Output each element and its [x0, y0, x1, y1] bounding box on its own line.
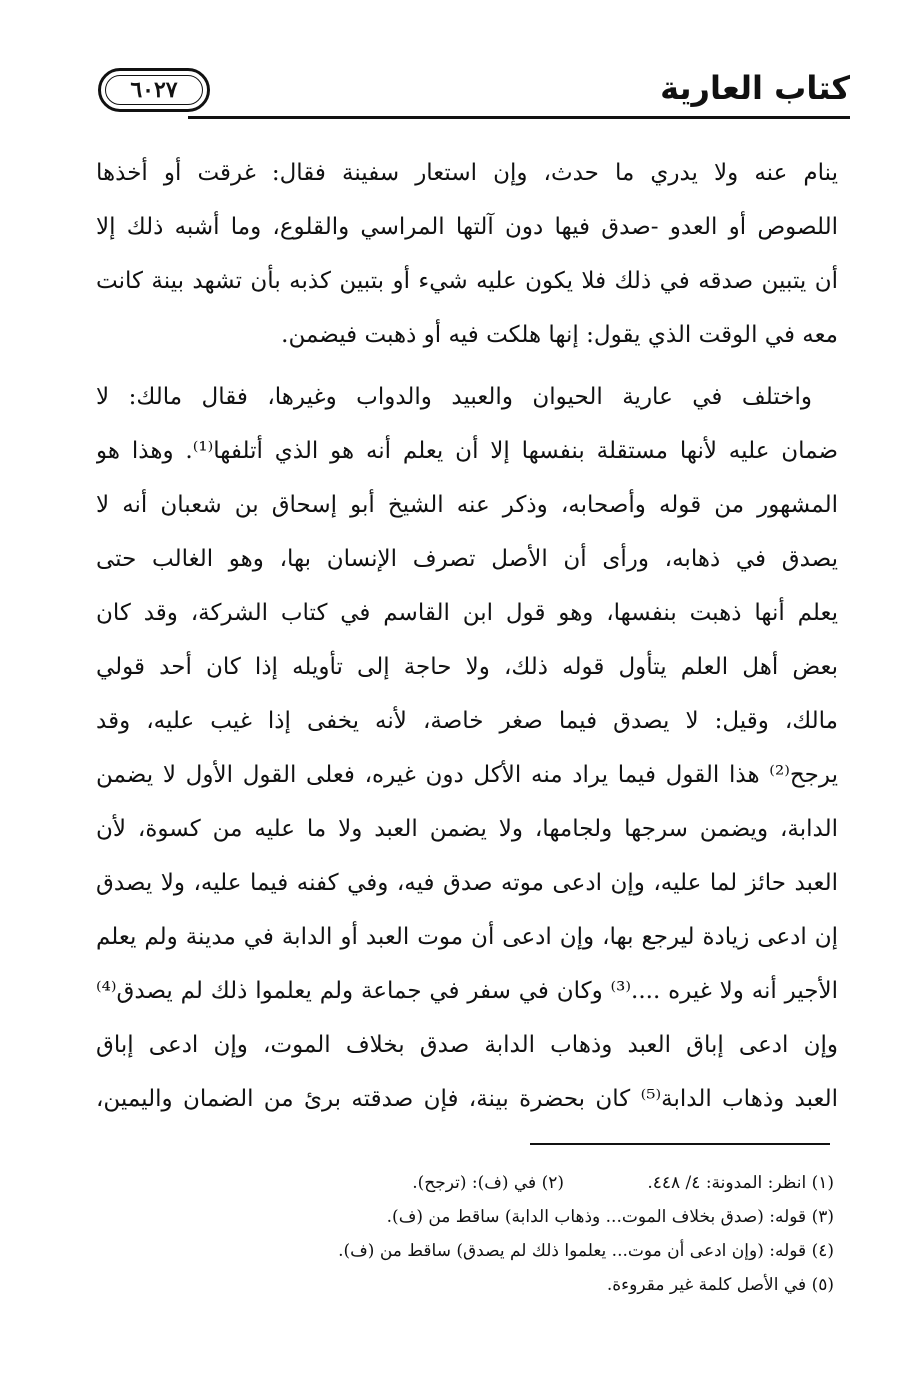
text-line: مالك، وقيل: لا يصدق فيما صغر خاصة، لأنه يخفى إذا غيب عليه، وقد	[96, 708, 838, 734]
footnote-3: (٣) قوله: (صدق بخلاف الموت... وذهاب الدابة) ساقط من (ف).	[386, 1207, 834, 1227]
text-line: يعلم أنها ذهبت بنفسها، وهو قول ابن القاسم في كتاب الشركة، وقد كان	[96, 600, 838, 626]
text-line: اللصوص أو العدو -صدق فيها دون آلتها المراسي والقلوع، وما أشبه ذلك إلا	[96, 214, 838, 240]
footnote-line	[94, 1166, 834, 1200]
text-line: معه في الوقت الذي يقول: إنها هلكت فيه أو ذهبت فيضمن.	[281, 322, 838, 348]
text-line: العبد حائز لما عليه، وإن ادعى موته صدق فيه، وفي كفنه فيما عليه، ولا يصدق	[96, 870, 838, 896]
footnote-2: (٢) في (ف): (ترجح).	[412, 1173, 564, 1193]
book-title: كتاب العارية	[660, 69, 850, 107]
page-header	[88, 60, 850, 122]
footnotes	[94, 1166, 834, 1302]
footnote-separator	[530, 1143, 830, 1145]
text-line: ينام عنه ولا يدري ما حدث، وإن استعار سفينة فقال: غرقت أو أخذها	[96, 160, 838, 186]
paragraph-gap	[96, 362, 838, 370]
text-line: يصدق في ذهابه، ورأى أن الأصل تصرف الإنسان بها، وهو الغالب حتى	[96, 546, 838, 572]
text-line: واختلف في عارية الحيوان والعبيد والدواب وغيرها، فقال مالك: لا	[96, 384, 812, 410]
main-text	[96, 146, 838, 1126]
footnote-4: (٤) قوله: (وإن ادعى أن موت... يعلموا ذلك لم يصدق) ساقط من (ف).	[338, 1241, 834, 1261]
text-line: يرجح⁽²⁾ هذا القول فيما يراد منه الأكل دون غيره، فعلى القول الأول لا يضمن	[96, 762, 838, 788]
text-line: بعض أهل العلم يتأول قوله ذلك، ولا حاجة إلى تأويله إذا كان أحد قولي	[96, 654, 838, 680]
text-line: ضمان عليه لأنها مستقلة بنفسها إلا أن يعلم أنه هو الذي أتلفها⁽¹⁾. وهذا هو	[96, 438, 838, 464]
text-line: الأجير أنه ولا غيره ....⁽³⁾ وكان في سفر في جماعة ولم يعلموا ذلك لم يصدق⁽⁴⁾	[96, 978, 838, 1004]
text-line: وإن ادعى إباق العبد وذهاب الدابة صدق بخلاف الموت، وإن ادعى إباق	[96, 1032, 838, 1058]
page-number: ٦٠٢٧	[130, 77, 178, 103]
page-number-badge	[98, 68, 210, 112]
header-rule	[188, 116, 850, 119]
text-line: إن ادعى زيادة ليرجع بها، وإن ادعى أن موت العبد أو الدابة في مدينة ولم يعلم	[96, 924, 838, 950]
text-line: أن يتبين صدقه في ذلك فلا يكون عليه شيء أو بتبين كذبه بأن تشهد بينة كانت	[96, 268, 838, 294]
footnote-5: (٥) في الأصل كلمة غير مقروءة.	[606, 1275, 834, 1295]
text-line: الدابة، ويضمن سرجها ولجامها، ولا يضمن العبد ولا ما عليه من كسوة، لأن	[96, 816, 838, 842]
text-line: المشهور من قوله وأصحابه، وذكر عنه الشيخ أبو إسحاق بن شعبان أنه لا	[96, 492, 838, 518]
text-line: العبد وذهاب الدابة⁽⁵⁾ كان بحضرة بينة، فإن صدقته برئ من الضمان واليمين،	[96, 1086, 838, 1112]
footnote-1: (١) انظر: المدونة: ٤/ ٤٤٨.	[647, 1173, 834, 1193]
